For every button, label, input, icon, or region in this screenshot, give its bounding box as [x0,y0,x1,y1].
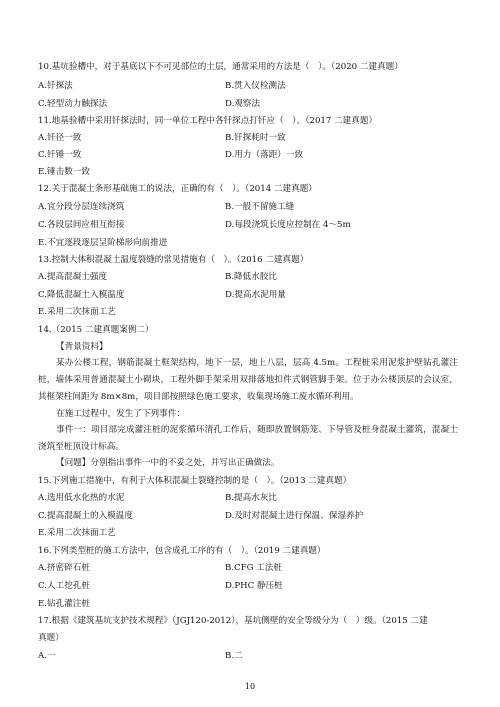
q12-option-d: D.每段浇筑长度应控制在 4～5m [225,220,351,230]
q11-option-e: E.锤击数一致 [38,167,90,177]
q14-background-title: 【背景资料】 [56,342,108,352]
q15-option-e: E.采用二次抹面工艺 [38,528,116,538]
q13-option-e: E.采用二次抹面工艺 [38,307,116,317]
q17-option-b: B.二 [225,651,243,661]
q12-option-c: C.各段层间应相互衔接 [38,220,125,230]
q10-option-b: B.贯入仪检测法 [225,81,286,91]
q13-option-b: B.降低水胶比 [225,272,278,282]
q16-option-c: C.人工挖孔桩 [38,581,90,591]
q10-option-c: C.轻型动力触探法 [38,99,108,109]
q12-option-e: E.不宜逐段逐层呈阶梯形向前推进 [38,238,168,248]
question-17-stem: 17.根据《建筑基坑支护技术规程》（JGJ120-2012），基坑侧壁的安全等级分为（ ）级。（2015 二建 [38,616,428,626]
question-12-stem: 12.关于混凝土条形基础施工的说法，正确的有（ ）。（2014 二建真题） [38,184,317,194]
q10-option-d: D.观察法 [225,99,261,109]
q11-option-c: C.钎锤一致 [38,150,82,160]
q14-question: 【问题】分别指出事件一中的不妥之处，并写出正确做法。 [56,458,280,468]
page-number: 10 [244,682,256,691]
question-15-stem: 15.下列施工措施中，有利于大体积混凝土裂缝控制的是（ ）。（2013 二建真题） [38,476,352,486]
q16-option-d: D.PHC 静压桩 [225,581,283,591]
q10-option-a: A.钎探法 [38,81,73,91]
q11-option-a: A.钎径一致 [38,133,82,143]
q11-option-d: D.用力（落距）一致 [225,150,304,160]
q12-option-b: B.一般不留施工缝 [225,202,295,212]
q17-option-a: A.一 [38,651,56,661]
q15-option-d: D.及时对混凝土进行保温、保湿养护 [225,511,364,521]
q14-event-1: 事件一：项目部完成灌注桩的泥浆循环清孔工作后，随即放置钢筋笼、下导管及桩身混凝土灌筑，混凝土浇筑至桩顶设计标高。 [38,425,458,452]
q11-option-b: B.钎探耗时一致 [225,133,286,143]
q15-option-a: A.选用低水化热的水泥 [38,493,125,503]
q15-option-c: C.提高混凝土的入模温度 [38,511,133,521]
q16-option-a: A.挤密碎石桩 [38,563,90,573]
q13-option-a: A.提高混凝土强度 [38,272,108,282]
q13-option-d: D.提高水泥用量 [225,290,286,300]
q12-option-a: A.宜分段分层连续浇筑 [38,202,125,212]
q16-option-e: E.钻孔灌注桩 [38,599,90,609]
q13-option-c: C.降低混凝土入模温度 [38,290,125,300]
question-17-stem-cont: 真题） [38,633,64,643]
q16-option-b: B.CFG 工法桩 [225,563,282,573]
q14-background-text: 某办公楼工程，钢筋混凝土框架结构，地下一层，地上八层，层高 4.5m。工程桩采用泥浆护壁钻孔灌注桩，墙体采用普通混凝土小砌块，工程外脚手架采用双排落地扣件式钢管脚手架。位于办公楼顶层的会议室，其框架柱间距为 8m×8m，项目部按照绿色施工要求，收集现场施工废水循环利用。 [38,358,458,402]
question-13-stem: 13.控制大体积混凝土温度裂缝的常见措施有（ ）。（2016 二建真题） [38,255,309,265]
question-10-stem: 10.基坑验槽中，对于基底以下不可见部位的土层，通常采用的方法是（ ）。（2020 二建真题） [38,62,403,72]
question-14-stem: 14.（2015 二建真题案例二） [38,325,154,335]
question-11-stem: 11.地基验槽中采用钎探法时，同一单位工程中各钎探点打钎应（ ）。（2017 二建真题） [38,116,378,126]
q14-events-intro: 在施工过程中，发生了下列事件： [56,409,185,419]
q15-option-b: B.提高水灰比 [225,493,278,503]
question-16-stem: 16.下列类型桩的施工方法中，包含成孔工序的有（ ）。（2019 二建真题） [38,546,326,556]
